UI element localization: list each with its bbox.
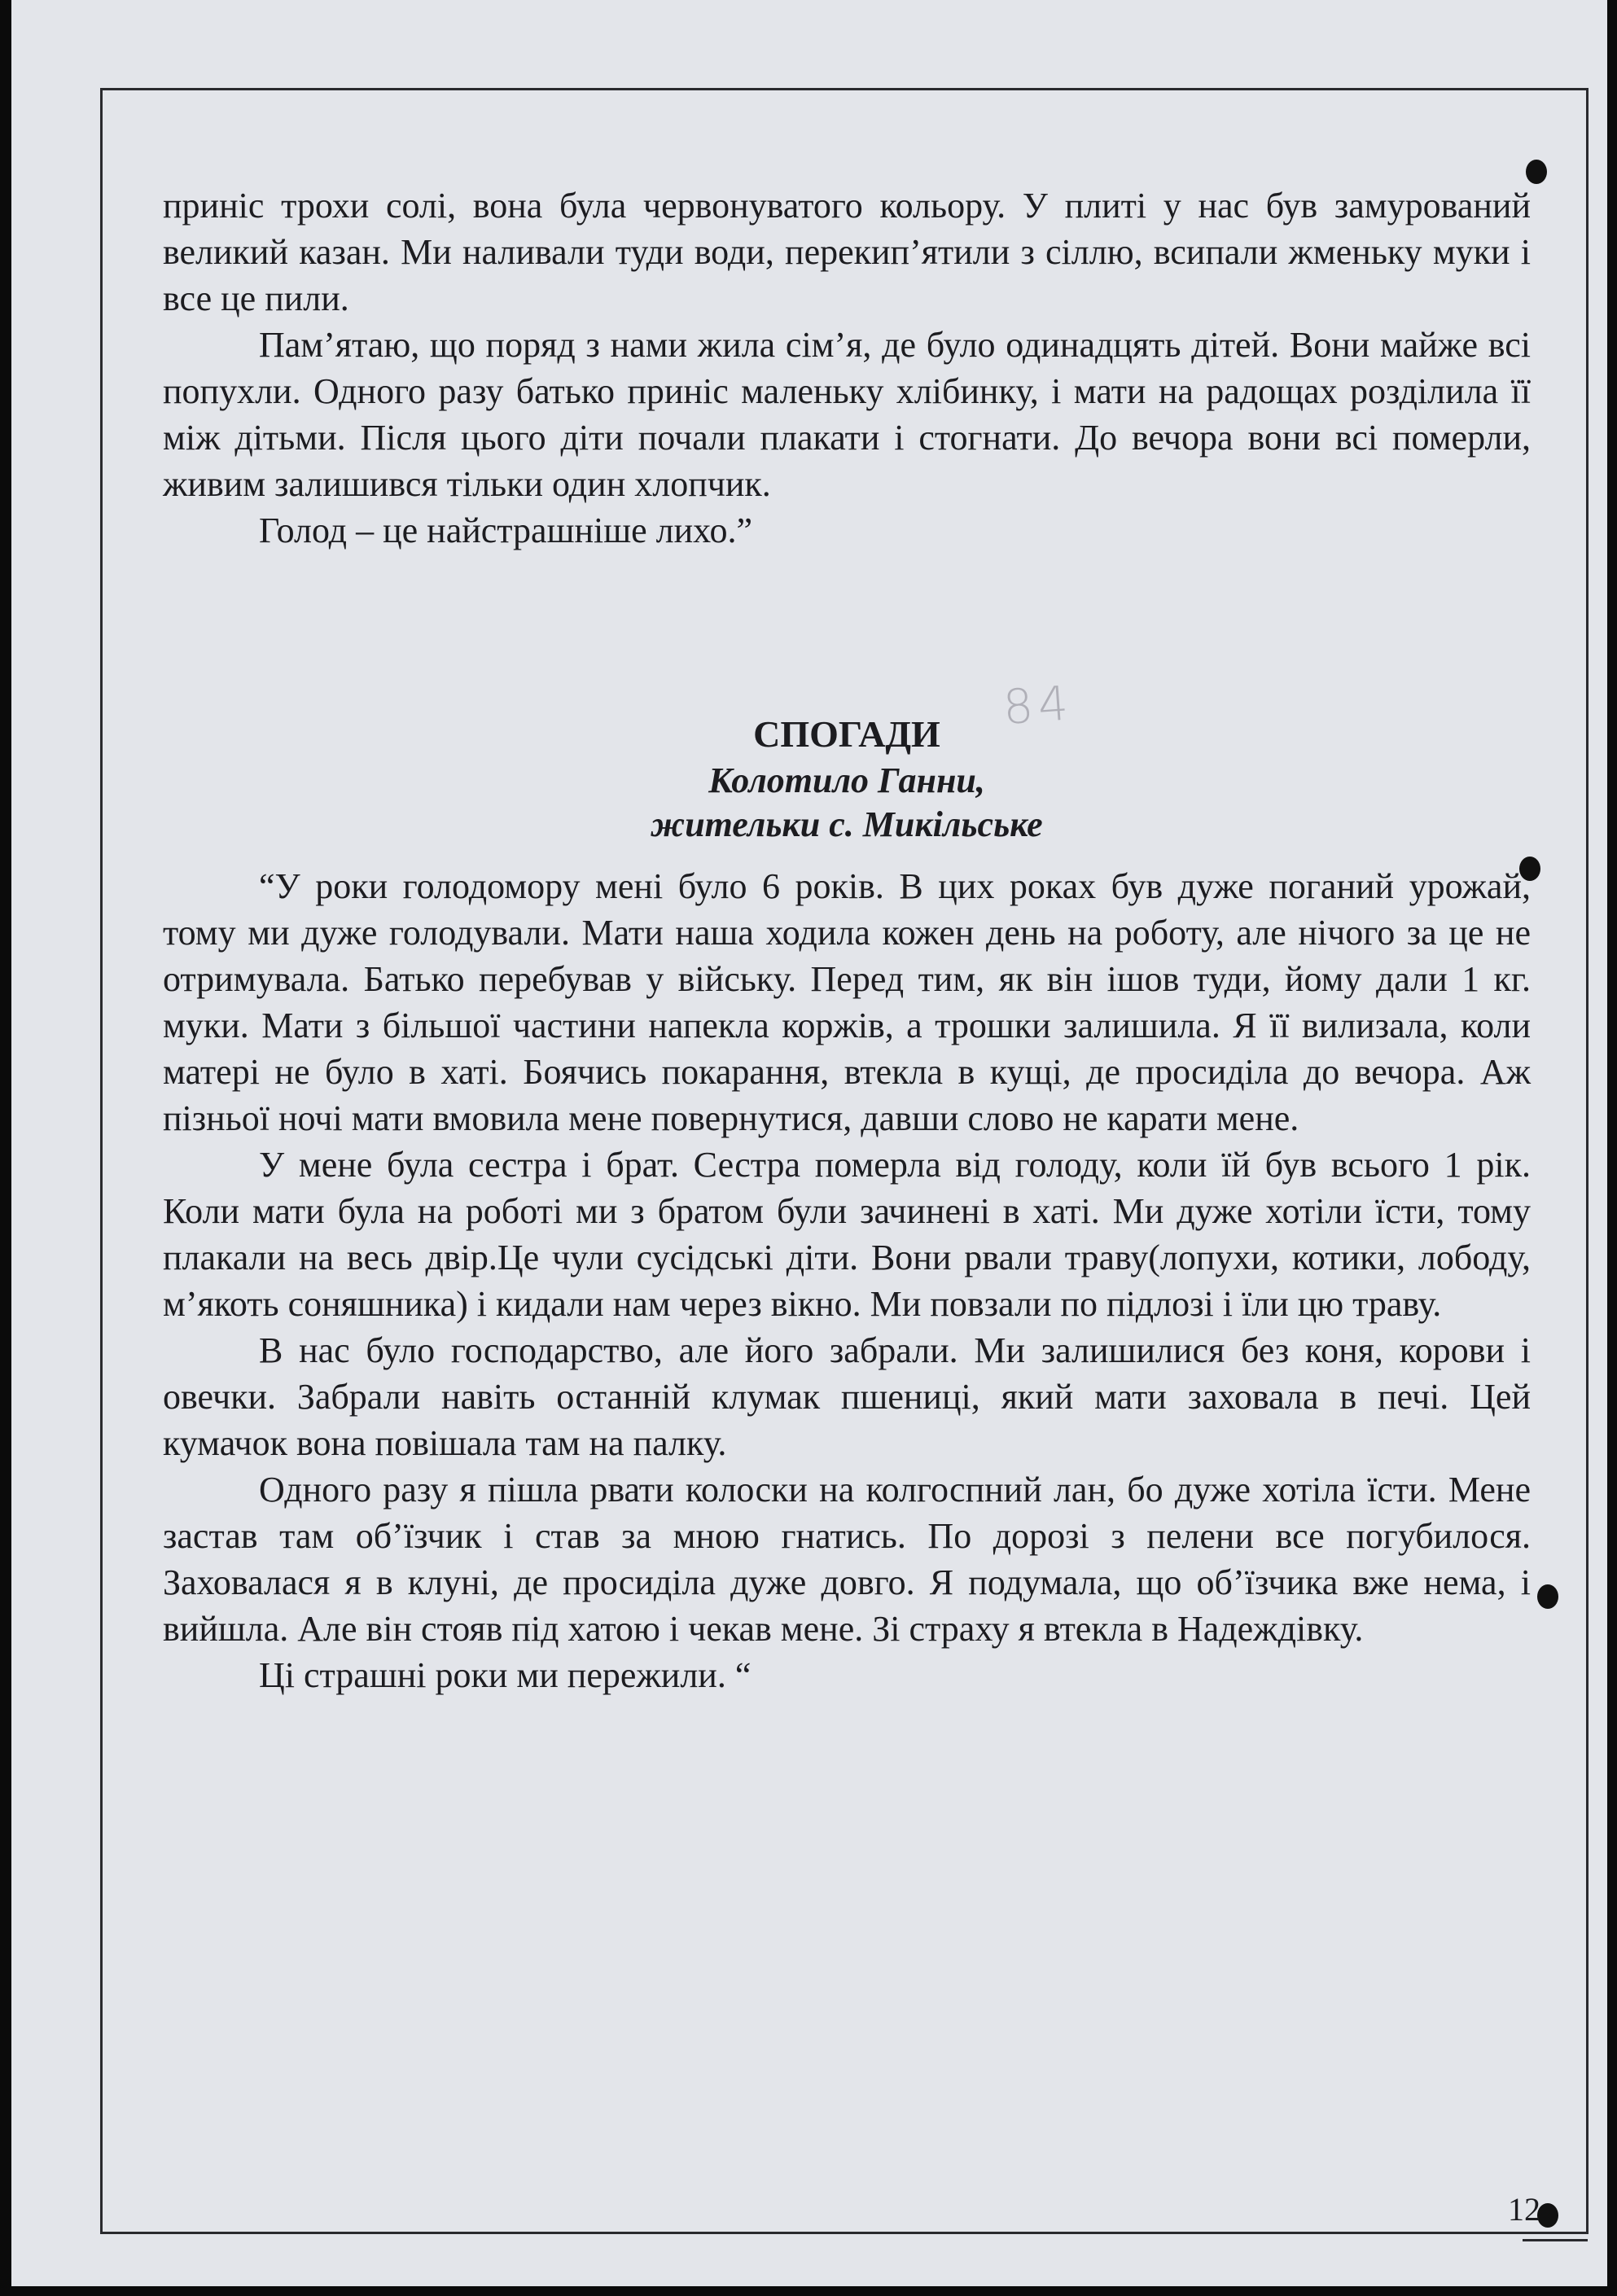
page-number: 12 (1508, 2191, 1540, 2228)
document-page (11, 0, 1607, 2286)
paragraph: Голод – це найстрашніше лихо.” (259, 510, 753, 550)
punch-hole-top (1526, 160, 1547, 184)
handwritten-number: 84 (1001, 675, 1076, 735)
memoir-body (163, 863, 1531, 1698)
memoir-residence: жительки с. Микільське (651, 804, 1043, 844)
bottom-rule-line (1523, 2239, 1588, 2241)
memoir-author: Колотило Ганни, (708, 760, 985, 800)
paragraph: Пам’ятаю, що поряд з нами жила сім’я, де було одинадцять дітей. Вони майже всі попухли. Одного разу батько приніс маленьку хлібинку, і мати на радощах розділила її між дітьми. Після цього діти почали плакати і стогнати. До вечора вони всі померли, живим залишився тільки один хлопчик. (163, 325, 1531, 504)
paragraph: Ці страшні роки ми пережили. “ (259, 1655, 752, 1695)
punch-hole-lower (1537, 1584, 1558, 1609)
paragraph: В нас було господарство, але його забрали. Ми залишилися без коня, корови і овечки. Забрали навіть останній клумак пшениці, який мати заховала в печі. Цей кумачок вона повішала там на палку. (163, 1330, 1531, 1463)
memoir-title: СПОГАДИ (753, 713, 940, 755)
previous-memoir-ending (163, 182, 1531, 554)
paragraph: приніс трохи солі, вона була червонуватого кольору. У плиті у нас був замурований великий казан. Ми наливали туди води, перекип’ятили з сіллю, всипали жменьку муки і все це пили. (163, 186, 1531, 318)
memoir-heading (163, 710, 1531, 847)
paragraph: У мене була сестра і брат. Сестра померла від голоду, коли їй був всього 1 рік. Коли мати була на роботі ми з братом були зачинені в хаті. Ми дуже хотіли їсти, тому плакали на весь двір.Це чули сусідські діти. Вони рвали траву(лопухи, котики, лободу, м’якоть соняшника) і кидали нам через вікно. Ми повзали по підлозі і їли цю траву. (163, 1145, 1531, 1324)
paragraph: “У роки голодомору мені було 6 років. В цих роках був дуже поганий урожай, тому ми дуже голодували. Мати наша ходила кожен день на роботу, але нічого за це не отримувала. Батько перебував у війську. Перед тим, як він ішов туди, йому дали 1 кг. муки. Мати з більшої частини напекла коржів, а трошки залишила. Я її вилизала, коли матері не було в хаті. Боячись покарання, втекла в кущі, де просиділа до вечора. Аж пізньої ночі мати вмовила мене повернутися, давши слово не карати мене. (163, 866, 1531, 1138)
paragraph: Одного разу я пішла рвати колоски на колгоспний лан, бо дуже хотіла їсти. Мене застав там об’їзчик і став за мною гнатись. По дорозі з пелени все погубилося. Заховалася я в клуні, де просиділа дуже довго. Я подумала, що об’їзчика вже нема, і вийшла. Але він стояв під хатою і чекав мене. Зі страху я втекла в Надеждівку. (163, 1470, 1531, 1649)
